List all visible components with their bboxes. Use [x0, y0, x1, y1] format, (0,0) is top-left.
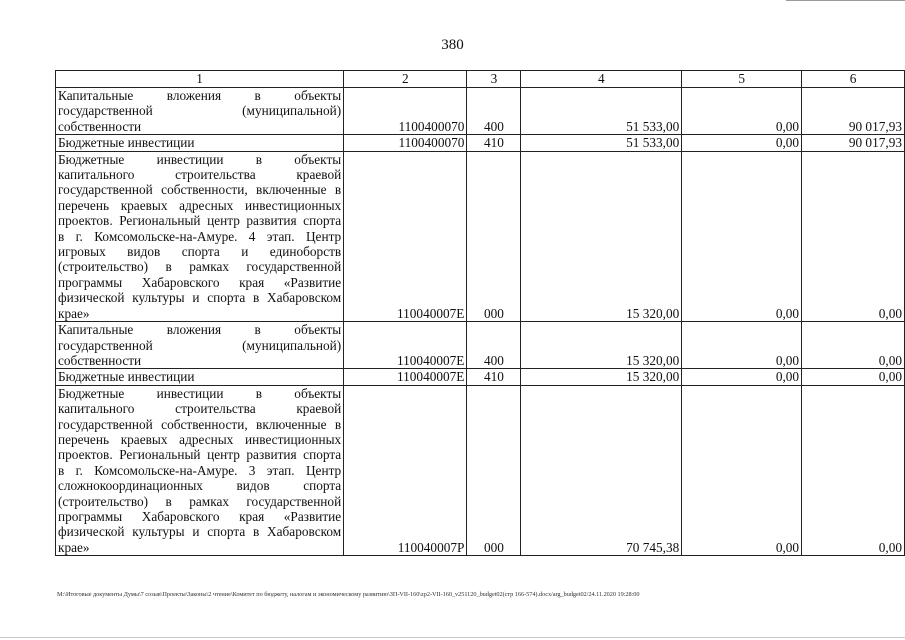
column-header: 3 — [467, 71, 521, 88]
amount-col5: 0,00 — [682, 135, 802, 151]
amount-col6: 0,00 — [802, 385, 905, 555]
amount-col4: 15 320,00 — [521, 151, 682, 321]
description-line: Бюджетные инвестиции в объекты — [58, 151, 342, 167]
description-line: Капитальные вложения в объекты — [58, 322, 342, 338]
description-line: собственности — [58, 352, 142, 368]
row-description — [56, 369, 344, 385]
description-line: крае» — [58, 539, 90, 555]
description-line: программы Хабаровского края «Развитие — [58, 274, 342, 290]
amount-col4: 51 533,00 — [521, 88, 682, 135]
column-header: 6 — [802, 71, 905, 88]
column-header: 1 — [56, 71, 344, 88]
expense-type: 400 — [467, 322, 521, 369]
description-line: игровых видов спорта и единоборств — [58, 244, 342, 260]
budget-table — [55, 70, 905, 556]
column-header: 5 — [682, 71, 802, 88]
row-description — [56, 385, 344, 555]
target-article-code: 1100400070 — [344, 88, 467, 135]
column-header: 2 — [344, 71, 467, 88]
target-article-code: 110040007E — [344, 369, 467, 385]
table-row — [56, 385, 905, 555]
amount-col6: 0,00 — [802, 369, 905, 385]
expense-type: 000 — [467, 385, 521, 555]
description-line: капитального строительства краевой — [58, 401, 342, 417]
amount-col6: 90 017,93 — [802, 88, 905, 135]
description-line: государственной (муниципальной) — [58, 337, 342, 353]
table-row — [56, 322, 905, 369]
row-description — [56, 322, 344, 369]
amount-col6: 0,00 — [802, 322, 905, 369]
description-line: перечень краевых адресных инвестиционных — [58, 431, 342, 447]
description-line: Бюджетные инвестиции — [58, 369, 195, 385]
amount-col5: 0,00 — [682, 88, 802, 135]
expense-type: 410 — [467, 369, 521, 385]
row-description — [56, 151, 344, 321]
target-article-code: 1100400070 — [344, 135, 467, 151]
description-line: крае» — [58, 305, 90, 321]
amount-col5: 0,00 — [682, 369, 802, 385]
table-row — [56, 369, 905, 385]
table-row — [56, 151, 905, 321]
expense-type: 400 — [467, 88, 521, 135]
row-description — [56, 88, 344, 135]
description-line: Бюджетные инвестиции — [58, 135, 195, 151]
amount-col4: 70 745,38 — [521, 385, 682, 555]
description-line: программы Хабаровского края «Развитие — [58, 508, 342, 524]
description-line: проектов. Региональный центр развития спорта — [58, 447, 342, 463]
description-line: Бюджетные инвестиции в объекты — [58, 385, 342, 401]
top-edge-line — [786, 0, 905, 1]
description-line: физической культуры и спорта в Хабаровском — [58, 290, 342, 306]
column-header: 4 — [521, 71, 682, 88]
description-line: физической культуры и спорта в Хабаровском — [58, 524, 342, 540]
amount-col5: 0,00 — [682, 151, 802, 321]
description-line: государственной (муниципальной) — [58, 103, 342, 119]
table-row — [56, 88, 905, 135]
description-line: сложнокоординационных видов спорта — [58, 478, 342, 494]
description-line: государственной собственности, включенные в — [58, 416, 342, 432]
table-row — [56, 135, 905, 151]
description-line: государственной собственности, включенные в — [58, 182, 342, 198]
amount-col6: 90 017,93 — [802, 135, 905, 151]
document-file-path: M:\Итоговые документы Думы\7 созыв\Проекты\Законы\2 чтение\Комитет по бюджету, налогам и экономическому развитию\ЗП-VII-160\zp2-VII-160_v251120_budget02(стр 166-574).docx/arg_budget02/24.11.2020 19:28:00 — [57, 591, 640, 598]
amount-col6: 0,00 — [802, 151, 905, 321]
page-number: 380 — [441, 37, 464, 53]
description-line: (строительство) в рамках государственной — [58, 493, 342, 509]
description-line: в г. Комсомольске-на-Амуре. 3 этап. Центр — [58, 462, 342, 478]
description-line: Капитальные вложения в объекты — [58, 88, 342, 103]
description-line: проектов. Региональный центр развития спорта — [58, 213, 342, 229]
amount-col4: 15 320,00 — [521, 322, 682, 369]
amount-col5: 0,00 — [682, 385, 802, 555]
expense-type: 410 — [467, 135, 521, 151]
amount-col4: 15 320,00 — [521, 369, 682, 385]
table-header-row — [56, 71, 905, 88]
bottom-edge-line — [0, 637, 905, 638]
target-article-code: 110040007E — [344, 322, 467, 369]
amount-col4: 51 533,00 — [521, 135, 682, 151]
description-line: в г. Комсомольске-на-Амуре. 4 этап. Центр — [58, 228, 342, 244]
description-line: (строительство) в рамках государственной — [58, 259, 342, 275]
amount-col5: 0,00 — [682, 322, 802, 369]
target-article-code: 110040007E — [344, 151, 467, 321]
expense-type: 000 — [467, 151, 521, 321]
description-line: собственности — [58, 118, 142, 134]
description-line: перечень краевых адресных инвестиционных — [58, 197, 342, 213]
description-line: капитального строительства краевой — [58, 167, 342, 183]
target-article-code: 110040007P — [344, 385, 467, 555]
row-description — [56, 135, 344, 151]
